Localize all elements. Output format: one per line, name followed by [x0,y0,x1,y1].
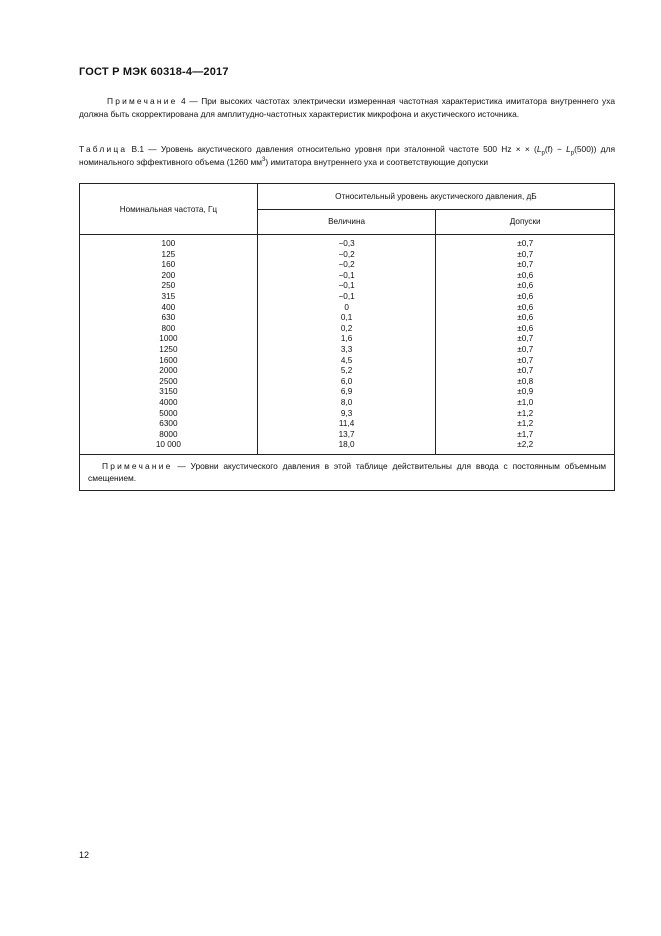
tolerance-cell: ±0,7 [517,355,534,365]
frequency-cell: 10 000 [155,440,181,450]
value-cell: −0,3 [338,239,355,248]
value-cell: 6,0 [340,376,353,386]
tolerance-cell: ±1,2 [517,419,534,429]
caption-sup: 3 [262,157,266,164]
table-note-label: Примечание [102,460,173,471]
frequency-cell: 315 [161,291,176,301]
tolerance-cell: ±0,6 [517,323,534,333]
tolerance-cell: ±0,9 [517,387,534,397]
column-header-group: Относительный уровень акустического давления, дБ [257,184,614,210]
value-cell: −0,1 [338,291,355,301]
tolerance-cell: ±0,7 [517,334,534,344]
tolerance-cell: ±0,8 [517,376,534,386]
frequency-cell: 100 [161,239,176,248]
frequency-cell: 2500 [159,376,178,386]
caption-label: Таблица [79,144,128,154]
caption-lp2: L [566,144,571,154]
frequency-cell: 200 [161,270,176,280]
frequency-cell: 4000 [159,397,178,407]
frequency-cell: 8000 [159,429,178,439]
frequency-cell: 630 [161,313,176,323]
table-note [80,454,615,490]
value-cell: −0,1 [338,281,355,291]
frequency-cell: 1600 [159,355,178,365]
table-caption [79,143,615,169]
tolerance-cell: ±0,7 [517,260,534,270]
tolerance-cell: ±0,7 [517,366,534,376]
frequency-cell: 250 [161,281,176,291]
note-label: Примечание [107,96,178,106]
frequency-cell: 3150 [159,387,178,397]
column-header-value: Величина [257,209,436,235]
value-cell: 0,2 [340,323,353,333]
document-header: ГОСТ Р МЭК 60318-4—2017 [79,66,229,78]
caption-lp-sub: p [541,150,545,157]
tolerance-cell: ±0,6 [517,302,534,312]
frequency-cell: 6300 [159,419,178,429]
tolerance-cell: ±1,2 [517,408,534,418]
frequency-cell: 1000 [159,334,178,344]
frequency-cell: 125 [161,249,176,259]
value-cell: 8,0 [340,397,353,407]
frequency-cell: 400 [161,302,176,312]
value-cell: 13,7 [338,429,355,439]
value-cell: −0,2 [338,249,355,259]
caption-text-a: В.1 — Уровень акустического давления относительно уровня при эталонной частоте 500 Hz × × ( [127,144,537,154]
note-text: 4 — При высоких частотах электрически измеренная частотная характеристика имитатора внутреннего уха должна быть скорректирована для амплитудно-частотных характеристик микрофона и акустического источника. [79,96,615,119]
caption-lp: L [536,144,542,154]
value-cell: 6,9 [340,387,353,397]
frequency-cell: 5000 [159,408,178,418]
table-body-row [80,235,615,455]
caption-lp2-sub: p [570,150,575,157]
caption-text-b: (f) − [544,144,567,154]
caption-text-c: (500)) для номинального эффективного объема (1260 мм [79,144,615,167]
tolerance-cell: ±0,7 [517,249,534,259]
tolerance-cell: ±1,0 [517,397,534,407]
tolerance-column [436,235,615,455]
frequency-column [80,235,258,455]
value-cell: −0,1 [338,270,355,280]
tolerance-cell: ±1,7 [517,429,534,439]
frequency-cell: 1250 [159,344,178,354]
tolerance-cell: ±0,7 [517,344,534,354]
tolerance-cell: ±0,6 [517,291,534,301]
tolerance-cell: ±0,7 [517,239,534,248]
column-header-tolerance: Допуски [436,209,615,235]
value-cell: 5,2 [340,366,353,376]
value-column [257,235,436,455]
tolerance-cell: ±0,6 [517,313,534,323]
column-header-frequency: Номинальная частота, Гц [80,184,258,235]
value-cell: −0,2 [338,260,355,270]
frequency-cell: 160 [161,260,176,270]
value-cell: 9,3 [340,408,353,418]
page-number: 12 [79,850,90,860]
caption-text-d: ) имитатора внутреннего уха и соответствующие допуски [265,157,489,167]
frequency-cell: 2000 [159,366,178,376]
value-cell: 18,0 [338,440,355,450]
tolerance-cell: ±0,6 [517,281,534,291]
table-note-text: — Уровни акустического давления в этой таблице действительны для ввода с постоянным объемным смещением. [88,460,606,483]
value-cell: 0 [344,302,349,312]
data-table [79,183,615,491]
note-paragraph [79,95,615,121]
value-cell: 1,6 [340,334,353,344]
frequency-cell: 800 [161,323,176,333]
tolerance-cell: ±2,2 [517,440,534,450]
value-cell: 0,1 [340,313,353,323]
value-cell: 3,3 [340,344,353,354]
tolerance-cell: ±0,6 [517,270,534,280]
value-cell: 4,5 [340,355,353,365]
value-cell: 11,4 [338,419,355,429]
